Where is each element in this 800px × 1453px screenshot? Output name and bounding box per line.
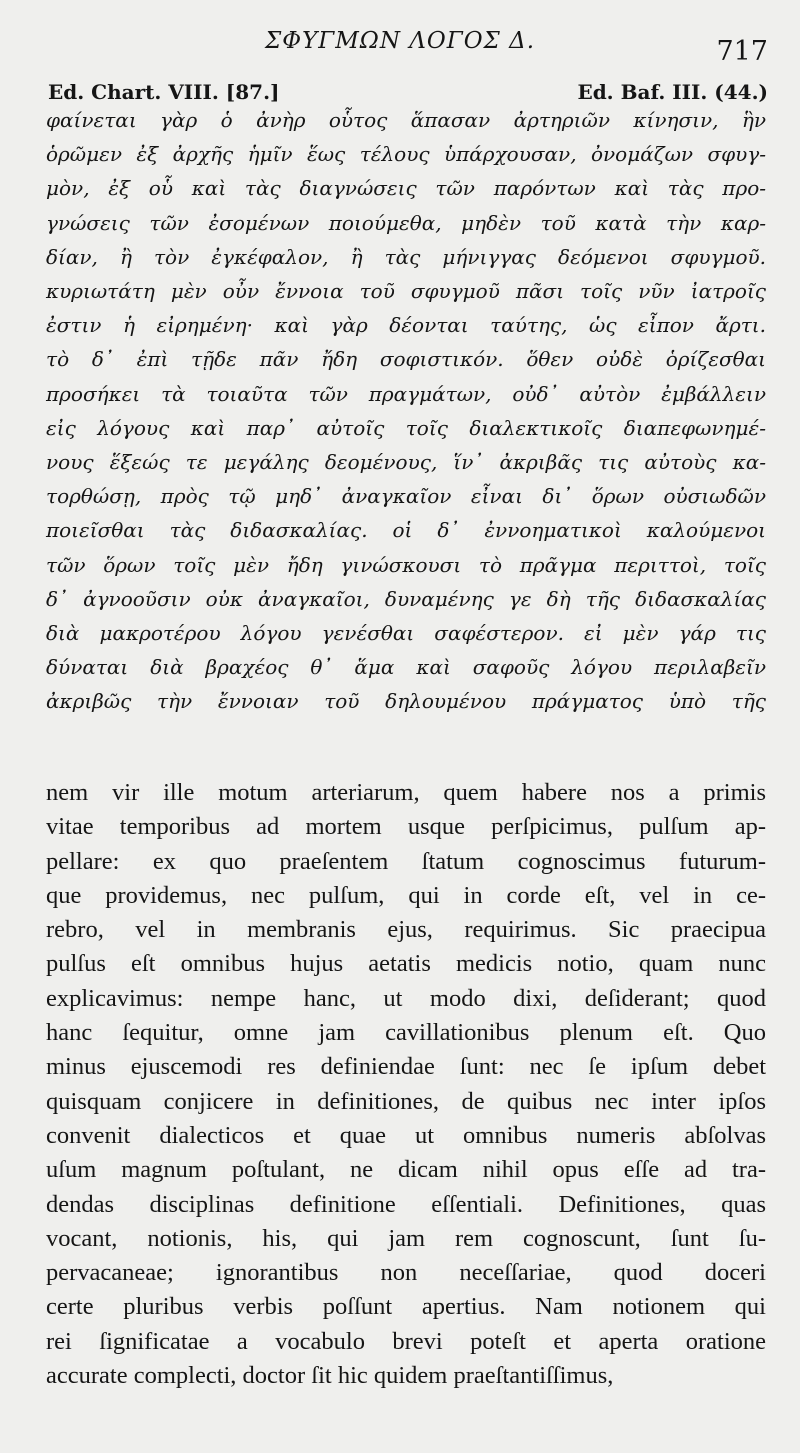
latin-line: uſum magnum poſtulant, ne dicam nihil opus eſſe ad tra- xyxy=(46,1156,766,1184)
latin-line: convenit dialecticos et quae ut omnibus numeris abſolvas xyxy=(46,1121,766,1149)
latin-line: accurate complecti, doctor ſit hic quidem praeſtantiſſimus, xyxy=(46,1362,614,1390)
greek-line: δ᾽ ἀγνοοῦσιν οὐκ ἀναγκαῖοι, δυναμένης γε δὴ τῆς διδασκαλίας xyxy=(46,586,766,611)
latin-line: pulſus eſt omnibus hujus aetatis medicis notio, quam nunc xyxy=(46,950,766,978)
greek-line: γνώσεις τῶν ἐσομένων ποιούμεθα, μηδὲν τοῦ κατὰ τὴν καρ- xyxy=(46,210,766,235)
greek-line: προσήκει τὰ τοιαῦτα τῶν πραγμάτων, οὐδ᾽ αὐτὸν ἐμβάλλειν xyxy=(46,381,766,406)
latin-line: pellare: ex quo praeſentem ſtatum cognoscimus futurum- xyxy=(46,847,766,875)
latin-line: vocant, notionis, his, qui jam rem cognoscunt, ſunt ſu- xyxy=(46,1224,766,1252)
page-number: 717 xyxy=(716,36,768,67)
latin-line: que providemus, nec pulſum, qui in corde eſt, vel in ce- xyxy=(46,881,766,909)
greek-line: νους ἕξεώς τε μεγάλης δεομένους, ἵν᾽ ἀκριβᾶς τις αὐτοὺς κα- xyxy=(46,450,766,475)
latin-text-block xyxy=(46,776,766,1393)
latin-line: certe pluribus verbis poſſunt apertius. Nam notionem qui xyxy=(46,1293,766,1321)
latin-line: dendas disciplinas definitione eſſentiali. Definitiones, quas xyxy=(46,1190,766,1218)
greek-line: κυριωτάτη μὲν οὖν ἔννοια τοῦ σφυγμοῦ πᾶσι τοῖς νῦν ἰατροῖς xyxy=(46,279,766,304)
latin-line: rei ſignificatae a vocabulo brevi poteſt et aperta oratione xyxy=(46,1327,766,1355)
greek-line: φαίνεται γὰρ ὁ ἀνὴρ οὗτος ἅπασαν ἀρτηριῶν κίνησιν, ἣν xyxy=(46,108,766,132)
greek-line: τῶν ὅρων τοῖς μὲν ἤδη γινώσκουσι τὸ πρᾶγμα περιττοὶ, τοῖς xyxy=(46,552,766,577)
greek-line: δύναται διὰ βραχέος θ᾽ ἅμα καὶ σαφοῦς λόγου περιλαβεῖν xyxy=(46,655,766,680)
greek-line: τὸ δ᾽ ἐπὶ τῇδε πᾶν ἤδη σοφιστικόν. ὅθεν οὐδὲ ὁρίζεσθαι xyxy=(46,347,766,372)
edition-reference-basel: Ed. Baf. III. (44.) xyxy=(577,80,768,104)
latin-line: pervacaneae; ignorantibus non neceſſariae, quod doceri xyxy=(46,1259,766,1287)
greek-line: εἰς λόγους καὶ παρ᾽ αὐτοῖς τοῖς διαλεκτικοῖς διαπεφωνημέ- xyxy=(46,415,766,440)
greek-line: ἀκριβῶς τὴν ἔννοιαν τοῦ δηλουμένου πράγματος ὑπὸ τῆς xyxy=(46,689,766,714)
greek-text-block xyxy=(46,103,766,719)
latin-line: explicavimus: nempe hanc, ut modo dixi, deſiderant; quod xyxy=(46,984,766,1012)
greek-line: διὰ μακροτέρου λόγου γενέσθαι σαφέστερον. εἰ μὲν γάρ τις xyxy=(46,621,766,646)
greek-line: τορθώσῃ, πρὸς τῷ μηδ᾽ ἀναγκαῖον εἶναι δι᾽ ὅρων οὐσιωδῶν xyxy=(46,484,766,509)
greek-line: μὸν, ἐξ οὗ καὶ τὰς διαγνώσεις τῶν παρόντων καὶ τὰς προ- xyxy=(46,176,766,201)
greek-line: ἐστιν ἡ εἰρημένη· καὶ γὰρ δέονται ταύτης, ὡς εἶπον ἄρτι. xyxy=(46,313,766,338)
latin-line: quisquam conjicere in definitiones, de quibus nec inter ipſos xyxy=(46,1087,766,1115)
latin-line: rebro, vel in membranis ejus, requirimus. Sic praecipua xyxy=(46,916,766,944)
latin-line: hanc ſequitur, omne jam cavillationibus plenum eſt. Quo xyxy=(46,1019,766,1047)
running-title: ΣΦΥΓΜΩΝ ΛΟΓΟΣ Δ. xyxy=(264,28,536,54)
latin-line: nem vir ille motum arteriarum, quem habere nos a primis xyxy=(46,779,766,806)
latin-line: vitae temporibus ad mortem usque perſpicimus, pulſum ap- xyxy=(46,813,766,841)
greek-line: ποιεῖσθαι τὰς διδασκαλίας. οἱ δ᾽ ἐννοηματικοὶ καλούμενοι xyxy=(46,518,766,543)
greek-line: ὁρῶμεν ἐξ ἀρχῆς ἡμῖν ἕως τέλους ὑπάρχουσαν, ὀνομάζων σφυγ- xyxy=(46,142,766,167)
edition-reference-chartier: Ed. Chart. VIII. [87.] xyxy=(48,80,280,104)
greek-line: δίαν, ἢ τὸν ἐγκέφαλον, ἢ τὰς μήνιγγας δεόμενοι σφυγμοῦ. xyxy=(46,244,766,269)
latin-line: minus ejuscemodi res definiendae ſunt: nec ſe ipſum debet xyxy=(46,1053,766,1081)
